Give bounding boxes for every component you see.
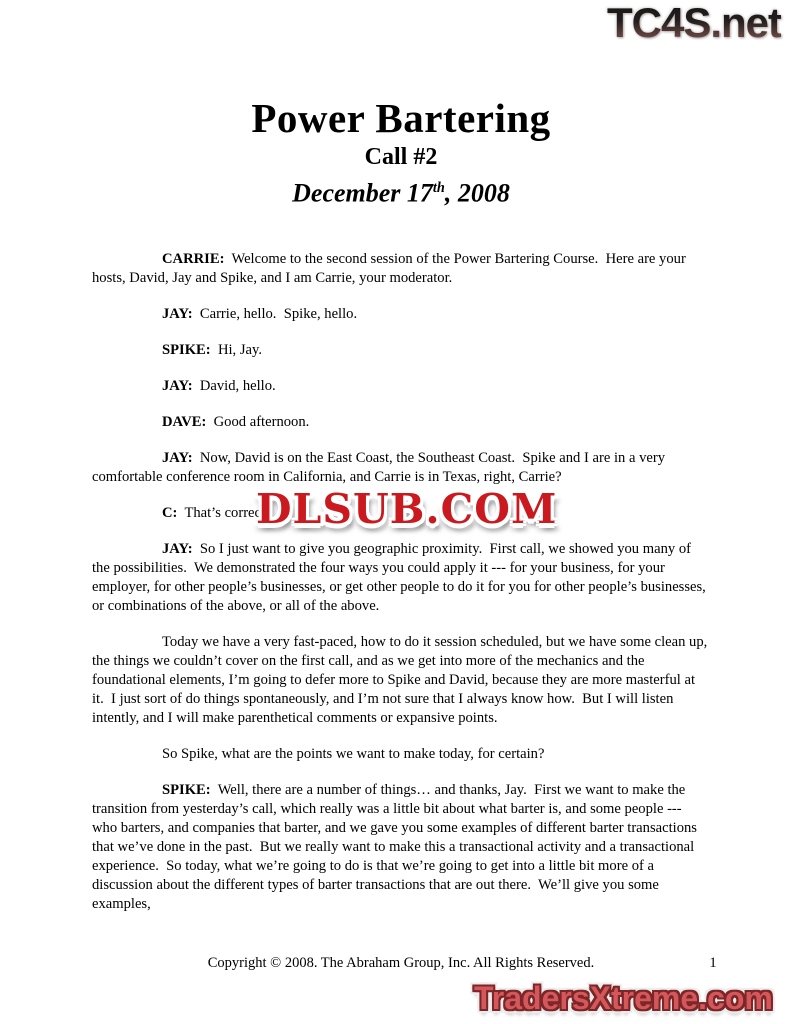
page-footer (92, 954, 710, 973)
transcript-paragraph (92, 341, 710, 360)
speaker-label: CARRIE: (162, 251, 225, 267)
transcript-paragraph (92, 413, 710, 432)
speaker-label: JAY: (162, 450, 193, 466)
transcript-paragraph (92, 540, 710, 616)
transcript-paragraph (92, 250, 710, 288)
paragraph-text: Good afternoon. (206, 414, 310, 430)
paragraph-text: Welcome to the second session of the Power Bartering Course. Here are your hosts, David, Jay and Spike, and I am Carrie, your moderator. (92, 251, 690, 286)
transcript-body (92, 250, 710, 931)
call-number: Call #2 (364, 144, 438, 170)
speaker-label: JAY: (162, 378, 193, 394)
transcript-paragraph (92, 781, 710, 914)
paragraph-text: So I just want to give you geographic proximity. First call, we showed you many of the possibilities. We demonstrated the four ways you could apply it --- for your business, for your employer, for other people’s businesses, or get other people to do it for you for other people’s businesses, or combinations of the above, or all of the above. (92, 541, 710, 614)
document-header (92, 94, 710, 210)
watermark-dlsub: DLSUB.COM (256, 485, 558, 533)
call-date-ordinal: th (432, 180, 445, 196)
paragraph-text: So Spike, what are the points we want to make today, for certain? (162, 746, 545, 762)
call-date-year: , 2008 (444, 178, 510, 208)
call-date-main: December 17 (292, 178, 433, 208)
paragraph-text: Carrie, hello. Spike, hello. (192, 306, 358, 322)
watermark-tc4s: TC4S.net (606, 0, 781, 46)
transcript-paragraph (92, 745, 710, 764)
speaker-label: SPIKE: (162, 782, 211, 798)
transcript-paragraph (92, 377, 710, 396)
transcript-paragraph (92, 633, 710, 728)
paragraph-text: That’s correct. (177, 505, 269, 521)
watermark-tradersxtreme: TradersXtreme.com (474, 980, 773, 1016)
transcript-paragraph (92, 449, 710, 487)
page-title: Power Bartering (251, 95, 551, 141)
speaker-label: JAY: (162, 306, 193, 322)
speaker-label: DAVE: (162, 414, 207, 430)
paragraph-text: Hi, Jay. (210, 342, 262, 358)
paragraph-text: Today we have a very fast-paced, how to do it session scheduled, but we have some clean up, the things we couldn’t cover on the first call, and as we get into more of the mechanics and the foundational elements, I’m going to defer more to Spike and David, because they are more masterful at it. I just sort of do things spontaneously, and I’m not sure that I always know how. But I will listen intently, and I will make parenthetical comments or expansive points. (92, 634, 711, 726)
speaker-label: SPIKE: (162, 342, 211, 358)
call-date (92, 172, 710, 210)
speaker-label: C: (162, 505, 178, 521)
speaker-label: JAY: (162, 541, 193, 557)
paragraph-text: Now, David is on the East Coast, the Southeast Coast. Spike and I are in a very comfortable conference room in California, and Carrie is in Texas, right, Carrie? (92, 450, 669, 485)
paragraph-text: David, hello. (192, 378, 276, 394)
copyright-notice: Copyright © 2008. The Abraham Group, Inc. All Rights Reserved. (207, 955, 595, 971)
transcript-paragraph (92, 305, 710, 324)
paragraph-text: Well, there are a number of things… and thanks, Jay. First we want to make the transition from yesterday’s call, which really was a little bit about what barter is, and some people --- who barters, and companies that barter, and we gave you some examples of different barter transactions that we’ve done in the past. But we really want to make this a transactional activity and a transactional experience. So today, what we’re going to do is that we’re going to get into a little bit more of a discussion about the different types of barter transactions that are out there. We’ll give you some examples, (92, 782, 701, 912)
page-number: 1 (709, 955, 717, 971)
